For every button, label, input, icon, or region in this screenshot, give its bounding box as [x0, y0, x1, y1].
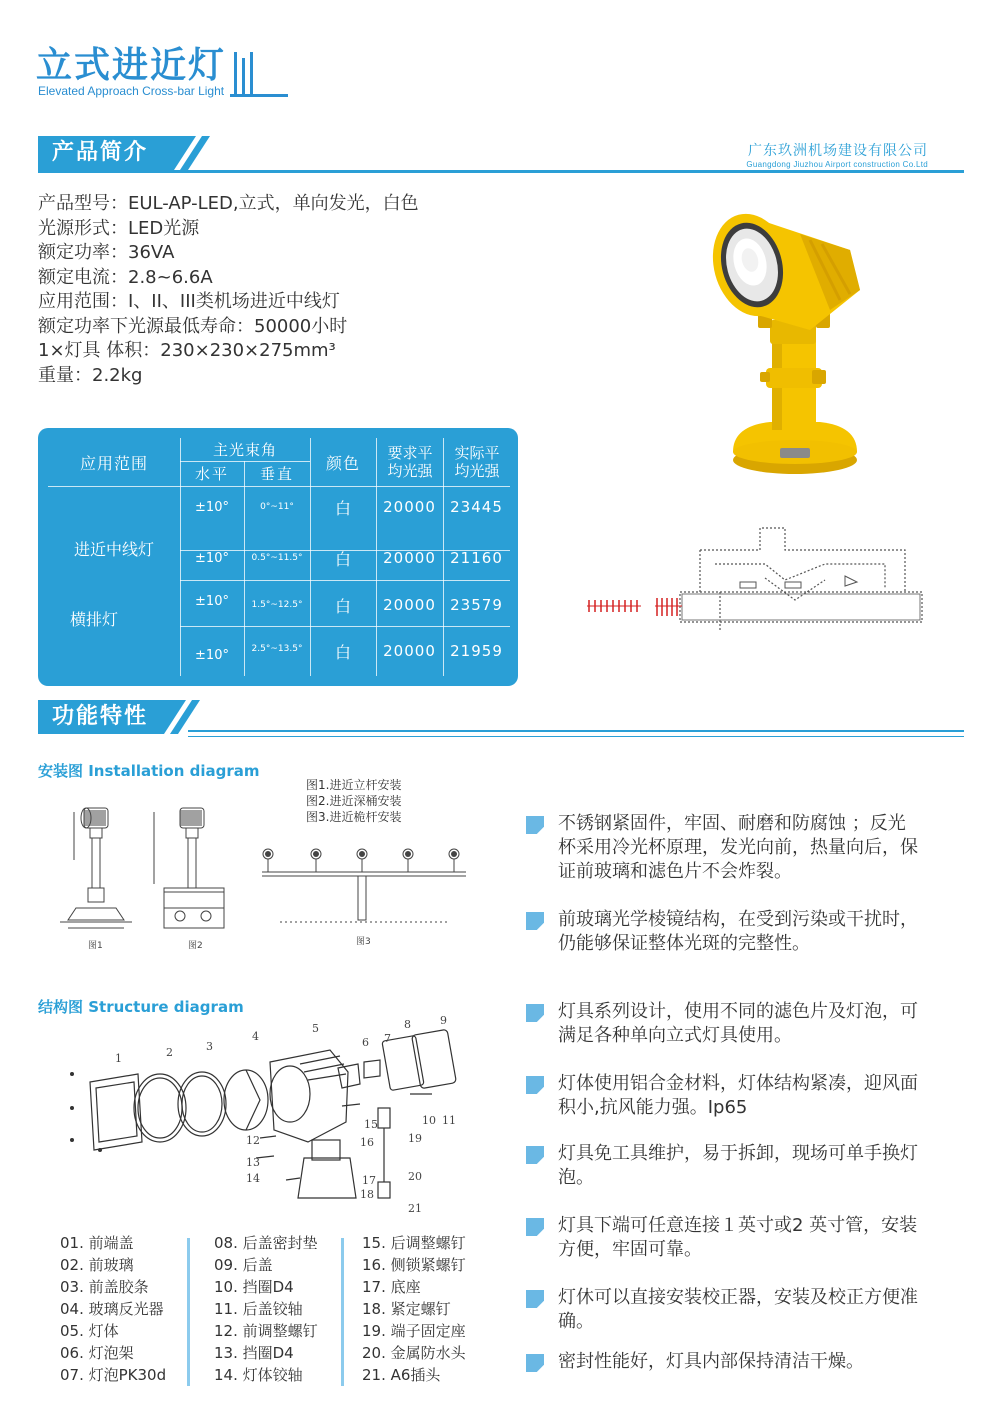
table-cell: 23579 — [450, 596, 503, 614]
table-cell: 白 — [334, 596, 351, 616]
feature-text: 灯具下端可任意连接１英寸或2 英寸管，安装方便，牢固可靠。 — [558, 1215, 918, 1260]
bullet-icon — [526, 1076, 544, 1094]
spec-volume: 1×灯具 体积：230×230×275mm³ — [38, 340, 336, 361]
install-label: 安装图 Installation diagram — [38, 762, 260, 780]
part-number: 3 — [206, 1040, 213, 1053]
scope-crossbar: 横排灯 — [69, 609, 118, 629]
table-cell: 0°~11° — [260, 502, 294, 512]
table-cell: ±10° — [195, 499, 229, 515]
table-cell: 20000 — [383, 549, 436, 567]
structure-label: 结构图 Structure diagram — [38, 998, 244, 1016]
part-number: 5 — [312, 1022, 319, 1035]
part-number: 4 — [252, 1030, 259, 1043]
part-number: 21 — [408, 1202, 422, 1215]
spec-source: 光源形式：LED光源 — [38, 217, 200, 239]
part-number: 6 — [362, 1036, 369, 1049]
table-cell: 23445 — [450, 498, 503, 516]
table-rule — [180, 626, 510, 627]
section-rule — [188, 730, 964, 732]
table-cell: 白 — [334, 549, 351, 569]
table-cell: 0.5°~11.5° — [251, 553, 303, 563]
table-rule — [180, 580, 510, 581]
spec-list — [38, 192, 558, 388]
install-fig1-label: 图1 — [88, 941, 103, 951]
part-item: 17. 底座 — [362, 1278, 421, 1296]
part-item: 04. 玻璃反光器 — [60, 1300, 164, 1318]
part-item: 05. 灯体 — [60, 1322, 119, 1340]
part-number: 19 — [408, 1132, 422, 1145]
part-number: 2 — [166, 1046, 173, 1059]
feature-text: 密封性能好，灯具内部保持清洁干燥。 — [558, 1351, 864, 1372]
part-number: 16 — [360, 1136, 374, 1149]
bullet-icon — [526, 1004, 544, 1022]
part-number: 14 — [246, 1172, 260, 1185]
install-caption-2: 图2.进近深桶安装 — [306, 794, 402, 808]
part-number: 17 — [362, 1174, 376, 1187]
header-vertical: 垂直 — [259, 465, 294, 483]
title-bars-icon — [230, 48, 290, 102]
page-subtitle: Elevated Approach Cross-bar Light — [38, 84, 225, 98]
part-number: 11 — [442, 1114, 456, 1127]
bullet-icon — [526, 816, 544, 834]
company-info — [746, 140, 928, 169]
part-number: 1 — [115, 1052, 122, 1065]
photometric-table — [38, 428, 518, 686]
feature-text: 灯具系列设计，使用不同的滤色片及灯泡，可满足各种单向立式灯具使用。 — [558, 1001, 918, 1046]
install-fig3-label: 图3 — [356, 937, 371, 947]
table-cell: 白 — [334, 498, 351, 518]
part-number: 20 — [408, 1170, 422, 1183]
part-item: 18. 紧定螺钉 — [362, 1300, 451, 1318]
table-cell: 20000 — [383, 596, 436, 614]
section-slash-icon — [162, 136, 232, 172]
parts-divider — [341, 1238, 344, 1386]
part-item: 12. 前调整螺钉 — [214, 1322, 318, 1340]
part-item: 13. 挡圈D4 — [214, 1344, 294, 1362]
install-figure-3 — [260, 840, 470, 930]
section-rule — [188, 736, 964, 737]
table-cell: 2.5°~13.5° — [251, 644, 303, 654]
part-number: 7 — [384, 1032, 391, 1045]
feature-text: 灯休可以直接安装校正器，安装及校正方便准确。 — [558, 1287, 918, 1332]
part-item: 01. 前端盖 — [60, 1234, 134, 1252]
part-item: 20. 金属防水头 — [362, 1344, 466, 1362]
spec-weight: 重量：2.2kg — [38, 364, 143, 386]
header-actual: 实际平均光强 — [454, 444, 500, 480]
part-item: 02. 前玻璃 — [60, 1256, 134, 1274]
header-scope: 应用范围 — [79, 453, 148, 473]
bullet-icon — [526, 1354, 544, 1372]
approach-layout-schematic — [585, 520, 935, 650]
table-cell: 1.5°~12.5° — [251, 600, 303, 610]
table-cell: 白 — [334, 642, 351, 662]
parts-divider — [187, 1238, 190, 1386]
part-number: 10 — [422, 1114, 436, 1127]
section-title-intro: 产品简介 — [38, 136, 164, 170]
table-rule — [48, 486, 510, 487]
table-cell: ±10° — [195, 550, 229, 566]
part-item: 16. 侧锁紧螺钉 — [362, 1256, 466, 1274]
part-item: 06. 灯泡架 — [60, 1344, 134, 1362]
table-cell: ±10° — [195, 647, 229, 663]
section-rule — [38, 170, 964, 173]
install-caption-3: 图3.进近桅杆安装 — [306, 810, 402, 824]
part-item: 19. 端子固定座 — [362, 1322, 466, 1340]
part-number: 8 — [404, 1018, 411, 1031]
lamp-illustration — [700, 190, 880, 480]
section-header-features — [38, 700, 964, 738]
table-cell: 21160 — [450, 549, 503, 567]
table-cell: 21959 — [450, 642, 503, 660]
table-cell: 20000 — [383, 498, 436, 516]
feature-text: 前玻璃光学棱镜结构，在受到污染或干扰时，仍能够保证整体光斑的完整性。 — [558, 909, 918, 954]
part-item: 21. A6插头 — [362, 1366, 441, 1384]
section-title-features: 功能特性 — [38, 700, 156, 734]
install-captions — [306, 777, 401, 825]
parts-column-2 — [214, 1232, 318, 1386]
part-item: 11. 后盖铰轴 — [214, 1300, 303, 1318]
header-main-beam: 主光束角 — [212, 441, 277, 459]
spec-lifetime: 额定功率下光源最低寿命：50000小时 — [38, 315, 348, 337]
part-item: 10. 挡圈D4 — [214, 1278, 294, 1296]
install-figure-2 — [140, 800, 240, 940]
parts-column-1 — [60, 1232, 166, 1386]
part-item: 09. 后盖 — [214, 1256, 273, 1274]
part-number: 18 — [360, 1188, 374, 1201]
part-item: 15. 后调整螺钉 — [362, 1234, 466, 1252]
part-item: 07. 灯泡PK30d — [60, 1366, 167, 1384]
bullet-icon — [526, 1218, 544, 1236]
spec-current: 额定电流：2.8~6.6A — [38, 266, 213, 288]
part-item: 03. 前盖胶条 — [60, 1278, 149, 1296]
spec-power: 额定功率：36VA — [38, 242, 175, 263]
part-number: 12 — [246, 1134, 260, 1147]
part-number: 9 — [440, 1014, 447, 1027]
table-cell: ±10° — [195, 593, 229, 609]
header-color: 颜色 — [325, 453, 360, 473]
feature-text: 灯具免工具维护，易于拆卸，现场可单手换灯泡。 — [558, 1143, 918, 1188]
install-caption-1: 图1.进近立杆安装 — [306, 778, 402, 792]
install-fig2-label: 图2 — [188, 941, 203, 951]
bullet-icon — [526, 912, 544, 930]
parts-column-3 — [362, 1232, 466, 1386]
page-title: 立式进近灯 — [36, 45, 227, 86]
bullet-icon — [526, 1290, 544, 1308]
header-required: 要求平均光强 — [387, 444, 433, 480]
company-name: 广东玖洲机场建设有限公司 — [748, 143, 928, 159]
part-item: 08. 后盖密封垫 — [214, 1234, 318, 1252]
part-item: 14. 灯体铰轴 — [214, 1366, 303, 1384]
scope-centerline: 进近中线灯 — [73, 539, 154, 559]
structure-exploded-view — [60, 1012, 470, 1222]
header-horizontal: 水平 — [194, 465, 229, 483]
part-number: 13 — [246, 1156, 260, 1169]
spec-scope: 应用范围：I、II、III类机场进近中线灯 — [38, 291, 340, 312]
table-cell: 20000 — [383, 642, 436, 660]
spec-model: 产品型号：EUL-AP-LED,立式，单向发光，白色 — [38, 193, 419, 214]
feature-text: 灯体使用铝合金材料，灯体结构紧凑，迎风面积小,抗风能力强。Ip65 — [558, 1073, 918, 1118]
install-figure-1 — [56, 800, 136, 940]
bullet-icon — [526, 1146, 544, 1164]
company-name-en: Guangdong Jiuzhou Airport construction Co.Ltd — [746, 160, 928, 169]
part-number: 15 — [364, 1118, 378, 1131]
feature-text: 不锈钢紧固件，牢固、耐磨和防腐蚀 ；反光杯采用冷光杯原理，发光向前，热量向后，保证前玻璃和滤色片不会炸裂。 — [558, 813, 918, 882]
